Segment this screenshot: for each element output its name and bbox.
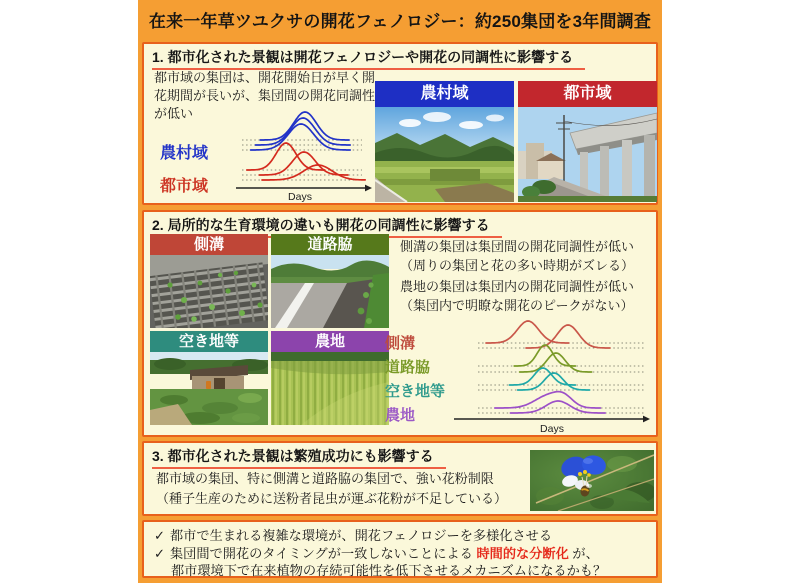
conclusion-text-1: 都市で生まれる複雑な環境が、開花フェノロジーを多様化させる [170,528,553,543]
rural-photo-label: 農村域 [375,81,514,107]
svg-text:Days: Days [540,423,564,435]
urban-photo-label: 都市域 [518,81,657,107]
legend-vacant-lot: 空き地等 [385,383,446,400]
conclusion-text-2-pre: 集団間で開花のタイミングが一致しないことによる [170,545,477,561]
phenology-chart-habitat [448,312,655,437]
section-3-body [156,469,507,508]
conclusions-panel [142,520,658,578]
section-2-panel [142,210,658,437]
legend-urban: 都市域 [160,178,209,195]
dayflower-pollinator-photo [530,450,654,511]
farmland-photo [271,352,389,425]
para1-line1: 側溝の集団は集団間の開花同調性が低い [400,239,635,254]
checkmark-icon: ✓ [154,545,166,561]
legend-farmland: 農地 [385,407,416,424]
legend-rural: 農村域 [160,145,209,162]
vacant-lot-photo-label: 空き地等 [150,331,268,352]
vacant-lot-photo-card [150,331,268,425]
urban-photo-card [518,81,657,202]
urban-landscape-photo [518,107,657,202]
phenology-chart-landscape [234,108,376,204]
para1-line2: （周りの集団と花の多い時期がズレる） [400,257,635,273]
roadside-photo-label: 道路脇 [271,234,389,255]
legend-roadside: 道路脇 [385,359,431,376]
section3-line2: （種子生産のために送粉者昆虫が運ぶ花粉が不足している） [156,490,508,506]
section-3-panel [142,441,658,516]
section-3-heading: 3. 都市化された景観は繁殖成功にも影響する [152,446,446,469]
flower-photo-card [530,450,654,511]
checkmark-icon: ✓ [154,528,166,543]
roadside-photo-card [271,234,389,328]
farmland-photo-label: 農地 [271,331,389,352]
section-2-heading: 2. 局所的な生育環境の違いも開花の同調性に影響する [152,215,502,238]
graphical-abstract-poster [138,0,662,583]
gutter-grate-photo [150,255,268,328]
section-1-body: 都市域の集団は、開花開始日が早く開花期間が長いが、集団間の開花同調性が低い [154,70,376,121]
rural-landscape-photo [375,107,514,202]
farmland-photo-card [271,331,389,425]
gutter-photo-label: 側溝 [150,234,268,255]
svg-text:Days: Days [288,191,312,203]
rural-photo-card [375,81,514,202]
conclusion-text-2-post: が、 [568,545,599,561]
conclusion-item-2 [154,545,646,563]
section-2-paragraph-1 [400,238,634,276]
para2-line2: （集団内で明瞭な開花のピークがない） [400,297,634,313]
legend-gutter: 側溝 [385,335,416,352]
para2-line1: 農地の集団は集団内の開花同調性が低い [400,279,635,294]
roadside-photo [271,255,389,328]
section-1-heading: 1. 都市化された景観は開花フェノロジーや開花の同調性に影響する [152,47,585,70]
temporal-fragmentation-highlight: 時間的な分断化 [476,545,569,561]
conclusion-item-1 [154,527,646,545]
section3-line1: 都市域の集団、特に側溝と道路脇の集団で、強い花粉制限 [156,471,494,486]
vacant-lot-photo [150,352,268,425]
section-1-panel [142,42,658,205]
gutter-photo-card [150,234,268,328]
habitat-legend [385,332,445,428]
section-2-paragraph-2 [400,278,634,316]
conclusion-item-2-continued: 都市環境下で在来植物の存続可能性を低下させるメカニズムになるかも？ [171,563,607,579]
poster-title: 在来一年草ツユクサの開花フェノロジー：約250集団を3年間調査 [148,12,652,31]
